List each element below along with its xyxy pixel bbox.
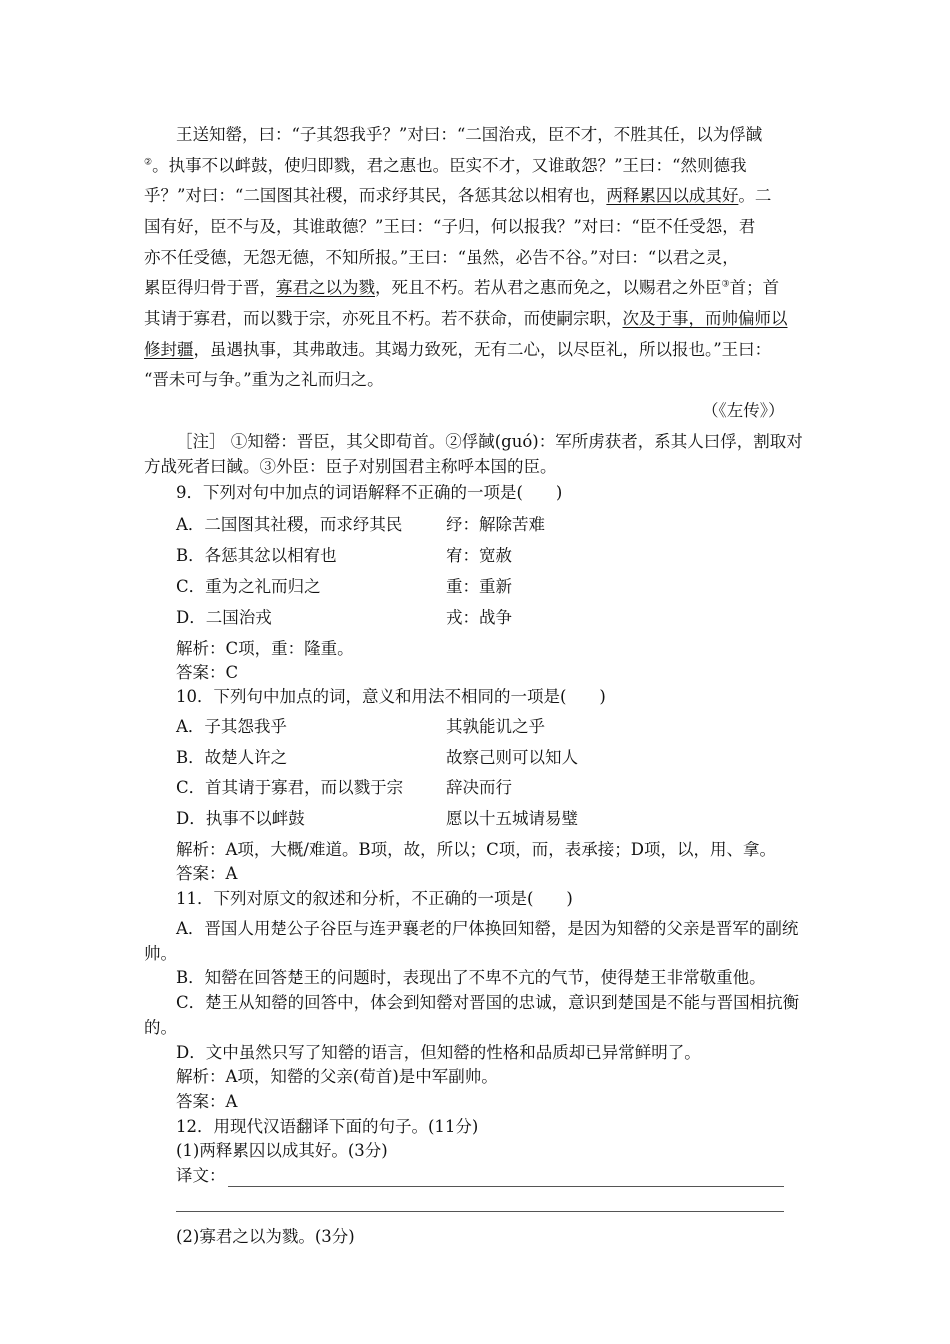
underlined-sentence-3b: 修封疆 [144, 340, 194, 359]
q10-analysis: 解析：A项，大概/难道。B项，故，所以；C项，而，表承接；D项，以，用、拿。 [176, 840, 776, 859]
q10-option-a-compare: 其孰能讥之乎 [446, 717, 545, 736]
q10-answer: 答案：A [176, 864, 238, 883]
q11-stem: 11．下列对原文的叙述和分析，不正确的一项是( ) [176, 889, 573, 908]
q12-stem: 12．用现代汉语翻译下面的句子。(11分) [176, 1117, 479, 1136]
q10-option-a: A．子其怨我乎 [176, 717, 287, 736]
q11-analysis: 解析：A项，知罃的父亲(荀首)是中军副帅。 [176, 1067, 498, 1086]
passage-line-1: 王送知罃，曰：“子其怨我乎？”对曰：“二国治戎，臣不才，不胜其任，以为俘馘 [176, 125, 763, 144]
source-citation: （《左传》） [702, 401, 785, 420]
footnote-ref-2: ② [144, 157, 153, 168]
q12-sentence-1: (1)两释累囚以成其好。(3分) [176, 1141, 388, 1160]
passage-line-4: 国有好，臣不与及，其谁敢德？”王曰：“子归，何以报我？”对曰：“臣不任受怨，君 [144, 217, 756, 236]
underlined-sentence-1: 两释累囚以成其好 [606, 186, 739, 205]
q10-option-d: D．执事不以衅鼓 [176, 809, 305, 828]
passage-line-7: 其请于寡君，而以戮于宗，亦死且不朽。若不获命，而使嗣宗职，次及于事，而帅偏师以 [144, 309, 788, 328]
q12-sentence-2: (2)寡君之以为戮。(3分) [176, 1227, 355, 1246]
q9-option-c: C．重为之礼而归之 [176, 577, 321, 596]
passage-line-6: 累臣得归骨于晋，寡君之以为戮，死且不朽。若从君之惠而免之，以赐君之外臣③首；首 [144, 278, 780, 297]
q10-option-b: B．故楚人许之 [176, 748, 288, 767]
q9-option-d-gloss: 戎：战争 [446, 608, 512, 627]
q9-option-b-gloss: 宥：宽赦 [446, 546, 512, 565]
q10-option-b-compare: 故察己则可以知人 [446, 748, 578, 767]
q11-option-a-line1: A．晋国人用楚公子谷臣与连尹襄老的尸体换回知罃，是因为知罃的父亲是晋军的副统 [176, 919, 799, 938]
q10-option-d-compare: 愿以十五城请易璧 [446, 809, 578, 828]
q11-option-b: B．知罃在回答楚王的问题时，表现出了不卑不亢的气节，使得楚王非常敬重他。 [176, 968, 766, 987]
note-line-2: 方战死者曰馘。③外臣：臣子对别国君主称呼本国的臣。 [144, 457, 557, 476]
q9-stem: 9．下列对句中加点的词语解释不正确的一项是( ) [176, 483, 563, 502]
q11-answer: 答案：A [176, 1092, 238, 1111]
q9-option-b: B．各惩其忿以相宥也 [176, 546, 337, 565]
underlined-sentence-2: 寡君之以为戮 [276, 278, 375, 297]
translation-answer-line-1[interactable] [228, 1186, 784, 1187]
translation-answer-line-2[interactable] [176, 1211, 784, 1212]
footnote-ref-3: ③ [721, 279, 730, 290]
q11-option-c-line2: 的。 [144, 1018, 177, 1037]
note-line-1: ［注］ ①知罃：晋臣，其父即荀首。②俘馘(guó)：军所虏获者，系其人曰俘，割取对 [176, 432, 803, 451]
q9-option-a-gloss: 纾：解除苦难 [446, 515, 545, 534]
passage-line-8: 修封疆，虽遇执事，其弗敢违。其竭力致死，无有二心，以尽臣礼，所以报也。”王曰： [144, 340, 772, 359]
q10-stem: 10．下列句中加点的词，意义和用法不相同的一项是( ) [176, 687, 606, 706]
q11-option-c-line1: C．楚王从知罃的回答中，体会到知罃对晋国的忠诚，意识到楚国是不能与晋国相抗衡 [176, 993, 800, 1012]
q11-option-a-line2: 帅。 [144, 944, 177, 963]
passage-line-5: 亦不任受德，无怨无德，不知所报。”王曰：“虽然，必告不谷。”对曰：“以君之灵， [144, 248, 739, 267]
q9-option-a: A．二国图其社稷，而求纾其民 [176, 515, 403, 534]
q9-answer: 答案：C [176, 663, 239, 682]
q9-analysis: 解析：C项，重：隆重。 [176, 639, 354, 658]
q9-option-c-gloss: 重：重新 [446, 577, 512, 596]
passage-line-9: “晋未可与争。”重为之礼而归之。 [144, 370, 384, 389]
q11-option-d: D．文中虽然只写了知罃的语言，但知罃的性格和品质却已异常鲜明了。 [176, 1043, 701, 1062]
passage-line-2: ②。执事不以衅鼓，使归即戮，君之惠也。臣实不才，又谁敢怨？”王曰：“然则德我 [144, 156, 747, 175]
q9-option-d: D．二国治戎 [176, 608, 272, 627]
q10-option-c-compare: 辞决而行 [446, 778, 512, 797]
underlined-sentence-3: 次及于事，而帅偏师以 [622, 309, 788, 328]
translation-label: 译文： [176, 1166, 226, 1185]
q10-option-c: C．首其请于寡君，而以戮于宗 [176, 778, 404, 797]
passage-line-3: 乎？”对曰：“二国图其社稷，而求纾其民，各惩其忿以相宥也，两释累囚以成其好。二 [144, 186, 772, 205]
